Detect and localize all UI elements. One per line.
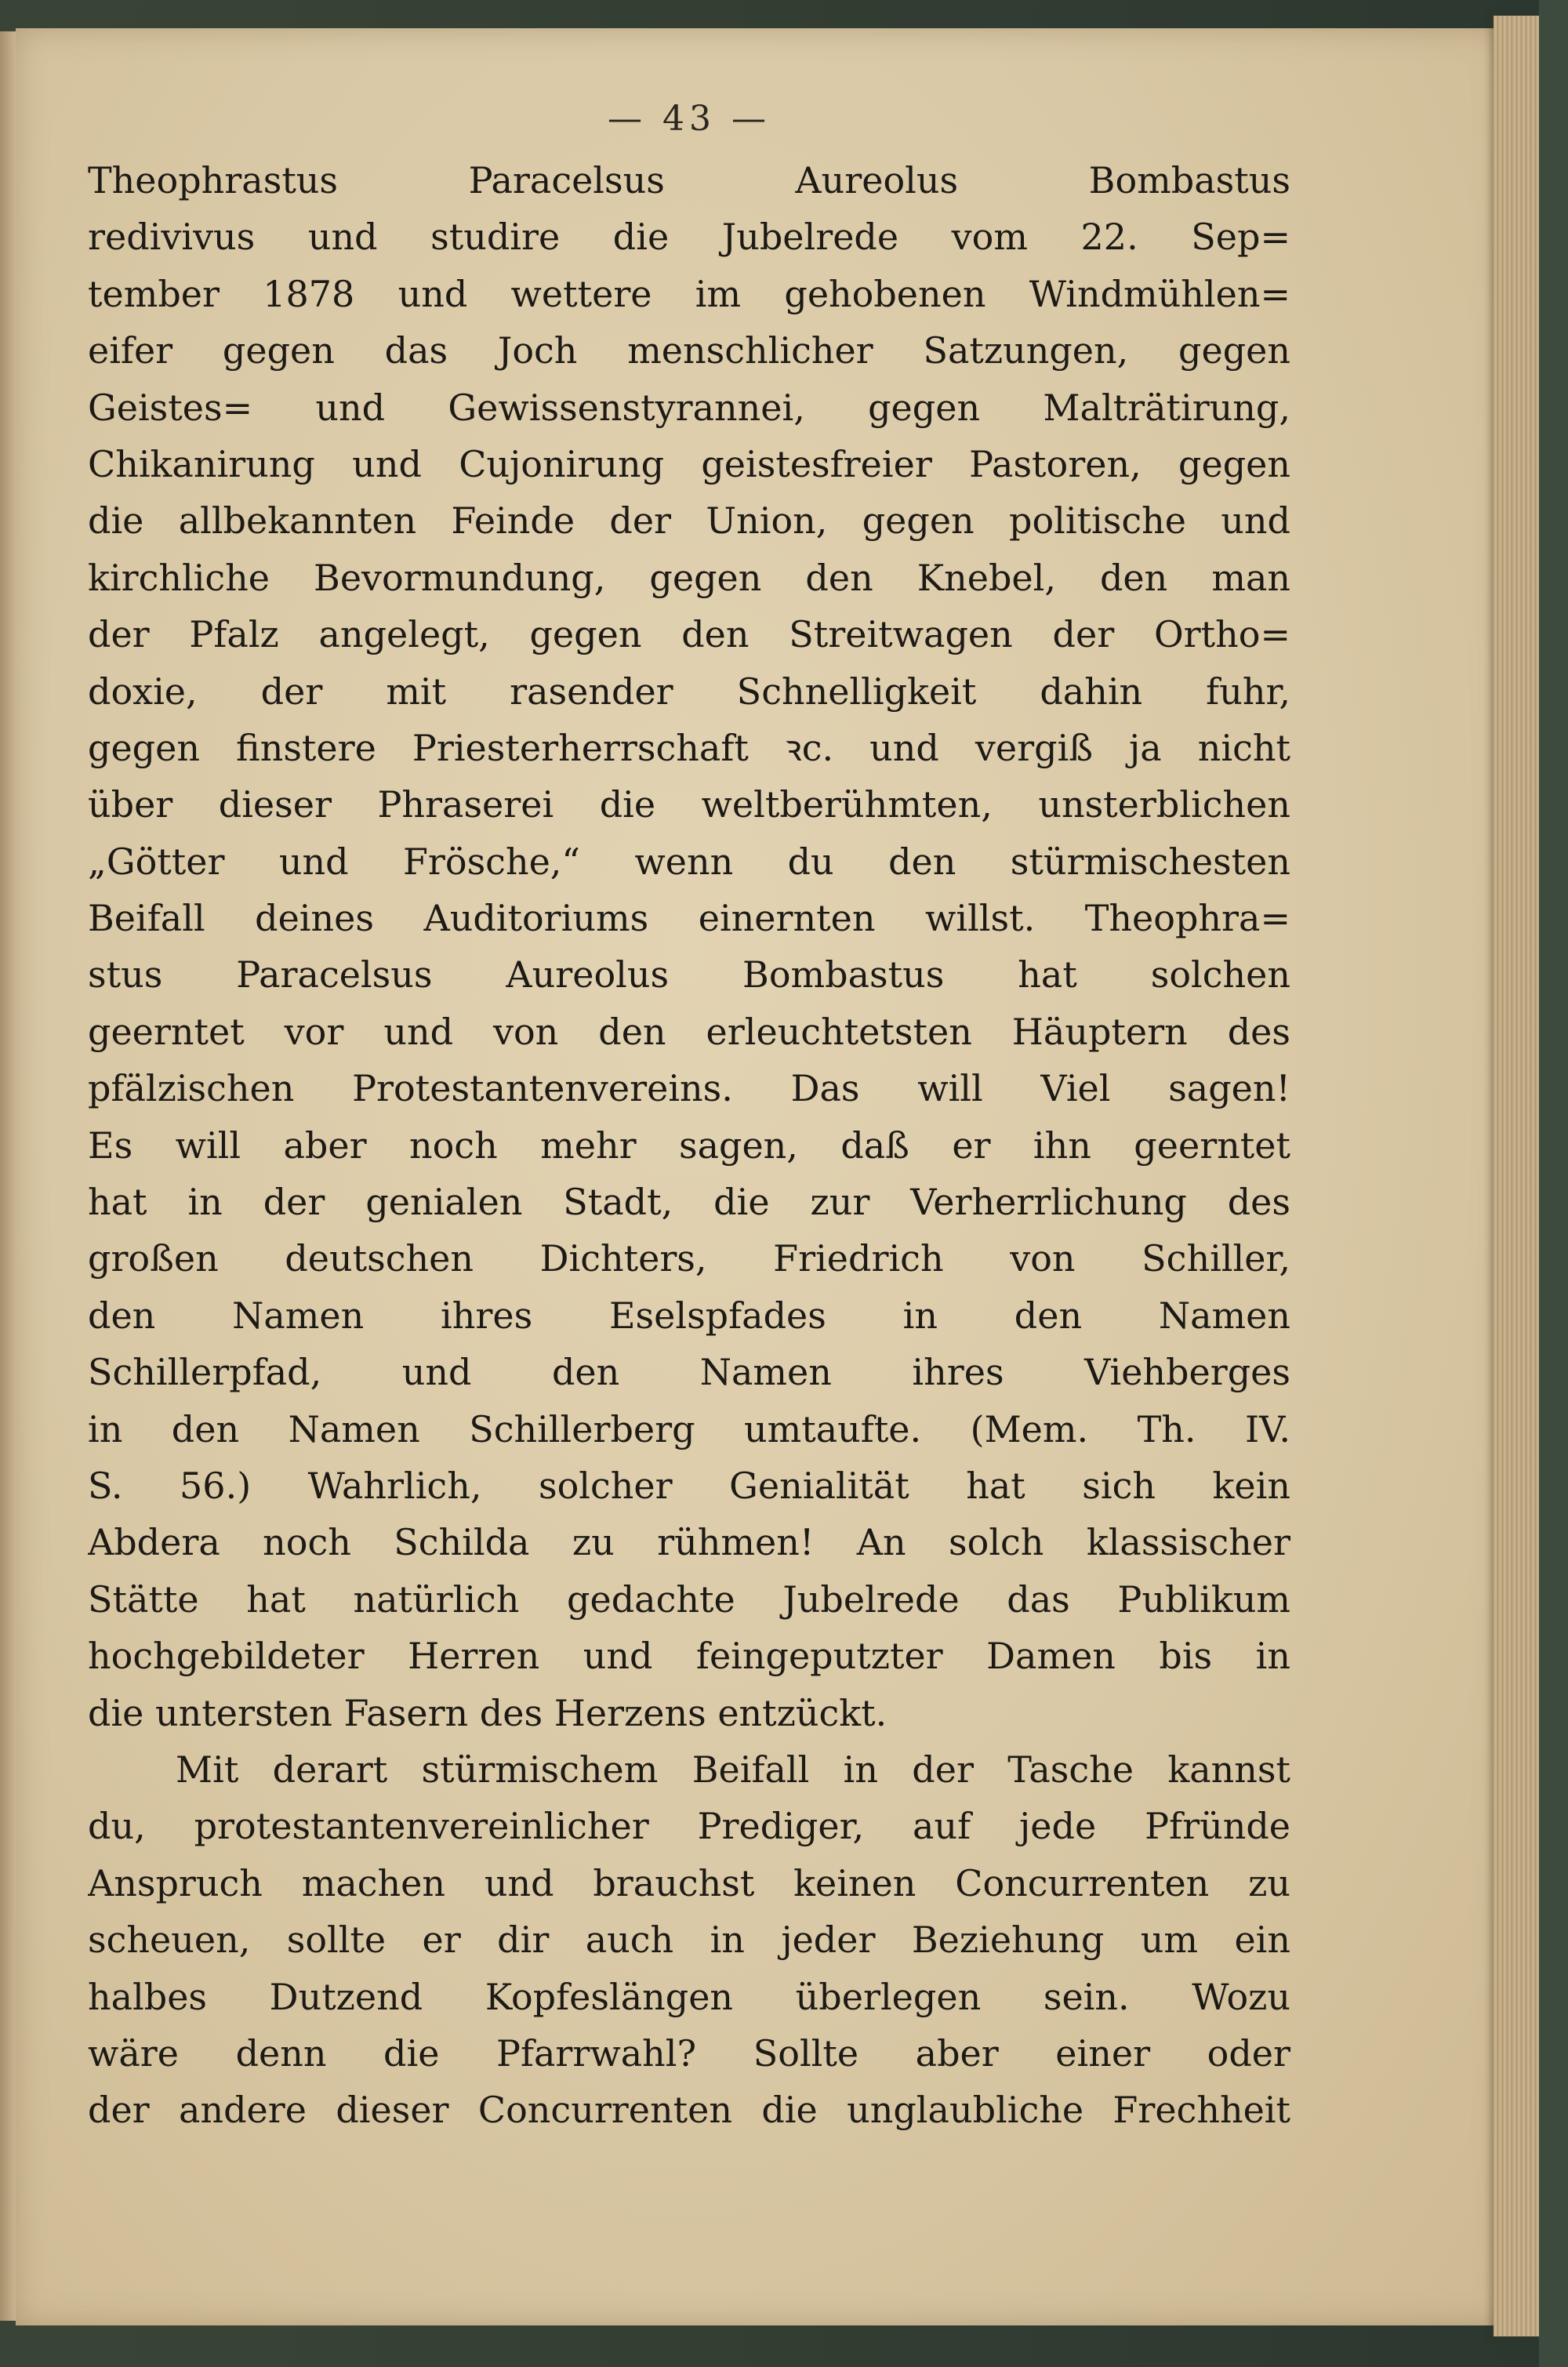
- text-line: Anspruch machen und brauchst keinen Concurrenten zu: [88, 1861, 1290, 1904]
- text-line: „Götter und Frösche,“ wenn du den stürmischesten: [88, 840, 1290, 883]
- text-line: der Pfalz angelegt, gegen den Streitwagen der Ortho=: [88, 613, 1290, 656]
- text-line: scheuen, sollte er dir auch in jeder Beziehung um ein: [88, 1919, 1290, 1962]
- book-cover-spine: [1539, 0, 1568, 2367]
- text-line: du, protestantenvereinlicher Prediger, auf jede Pfründe: [88, 1805, 1290, 1848]
- text-line: großen deutschen Dichters, Friedrich von Schiller,: [88, 1237, 1290, 1280]
- text-line: gegen finstere Priesterherrschaft ꝛc. und vergiß ja nicht: [88, 726, 1290, 769]
- text-line: tember 1878 und wettere im gehobenen Windmühlen=: [88, 272, 1290, 315]
- text-line: Abdera noch Schilda zu rühmen! An solch klassischer: [88, 1521, 1290, 1564]
- text-line: geerntet vor und von den erleuchtetsten Häuptern des: [88, 1010, 1290, 1053]
- text-line: doxie, der mit rasender Schnelligkeit dahin fuhr,: [88, 670, 1290, 713]
- text-line: Chikanirung und Cujonirung geistesfreier Pastoren, gegen: [88, 442, 1290, 485]
- text-line: hochgebildeter Herren und feingeputzter Damen bis in: [88, 1635, 1290, 1678]
- text-line: stus Paracelsus Aureolus Bombastus hat solchen: [88, 953, 1290, 997]
- text-line: Geistes= und Gewissenstyrannei, gegen Malträtirung,: [88, 386, 1290, 429]
- text-line: kirchliche Bevormundung, gegen den Knebel, den man: [88, 556, 1290, 599]
- text-line: S. 56.) Wahrlich, solcher Genialität hat sich kein: [88, 1464, 1290, 1507]
- text-line: Theophrastus Paracelsus Aureolus Bombastus: [88, 159, 1290, 201]
- text-line: Beifall deines Auditoriums einernten willst. Theophra=: [88, 897, 1290, 940]
- paragraph-end-line: die untersten Fasern des Herzens entzückt.: [88, 1691, 887, 1734]
- text-line: pfälzischen Protestantenvereins. Das will Viel sagen!: [88, 1067, 1290, 1110]
- left-page-edge: [0, 31, 17, 2321]
- text-line: über dieser Phraserei die weltberühmten, unsterblichen: [88, 783, 1290, 826]
- text-line: hat in der genialen Stadt, die zur Verherrlichung des: [88, 1181, 1290, 1224]
- text-line: Schillerpfad, und den Namen ihres Viehberges: [88, 1351, 1290, 1394]
- text-line: in den Namen Schillerberg umtaufte. (Mem. Th. IV.: [88, 1407, 1290, 1450]
- text-line: Es will aber noch mehr sagen, daß er ihn geerntet: [88, 1124, 1290, 1167]
- text-line: Stätte hat natürlich gedachte Jubelrede das Publikum: [88, 1577, 1290, 1621]
- page-stack-edge: [1494, 16, 1539, 2336]
- paragraph-start-line: Mit derart stürmischem Beifall in der Tasche kannst: [176, 1748, 1290, 1791]
- text-line: den Namen ihres Eselspfades in den Namen: [88, 1294, 1290, 1337]
- text-line: der andere dieser Concurrenten die unglaubliche Frechheit: [88, 2089, 1290, 2132]
- text-line: die allbekannten Feinde der Union, gegen politische und: [88, 499, 1290, 543]
- text-line: halbes Dutzend Kopfeslängen überlegen sein. Wozu: [88, 1975, 1290, 2018]
- text-line: redivivus und studire die Jubelrede vom 22. Sep=: [88, 216, 1290, 259]
- page-number: — 43 —: [608, 99, 771, 139]
- text-line: eifer gegen das Joch menschlicher Satzungen, gegen: [88, 329, 1290, 372]
- text-line: wäre denn die Pfarrwahl? Sollte aber einer oder: [88, 2031, 1290, 2075]
- page-text-block: [88, 93, 1290, 2139]
